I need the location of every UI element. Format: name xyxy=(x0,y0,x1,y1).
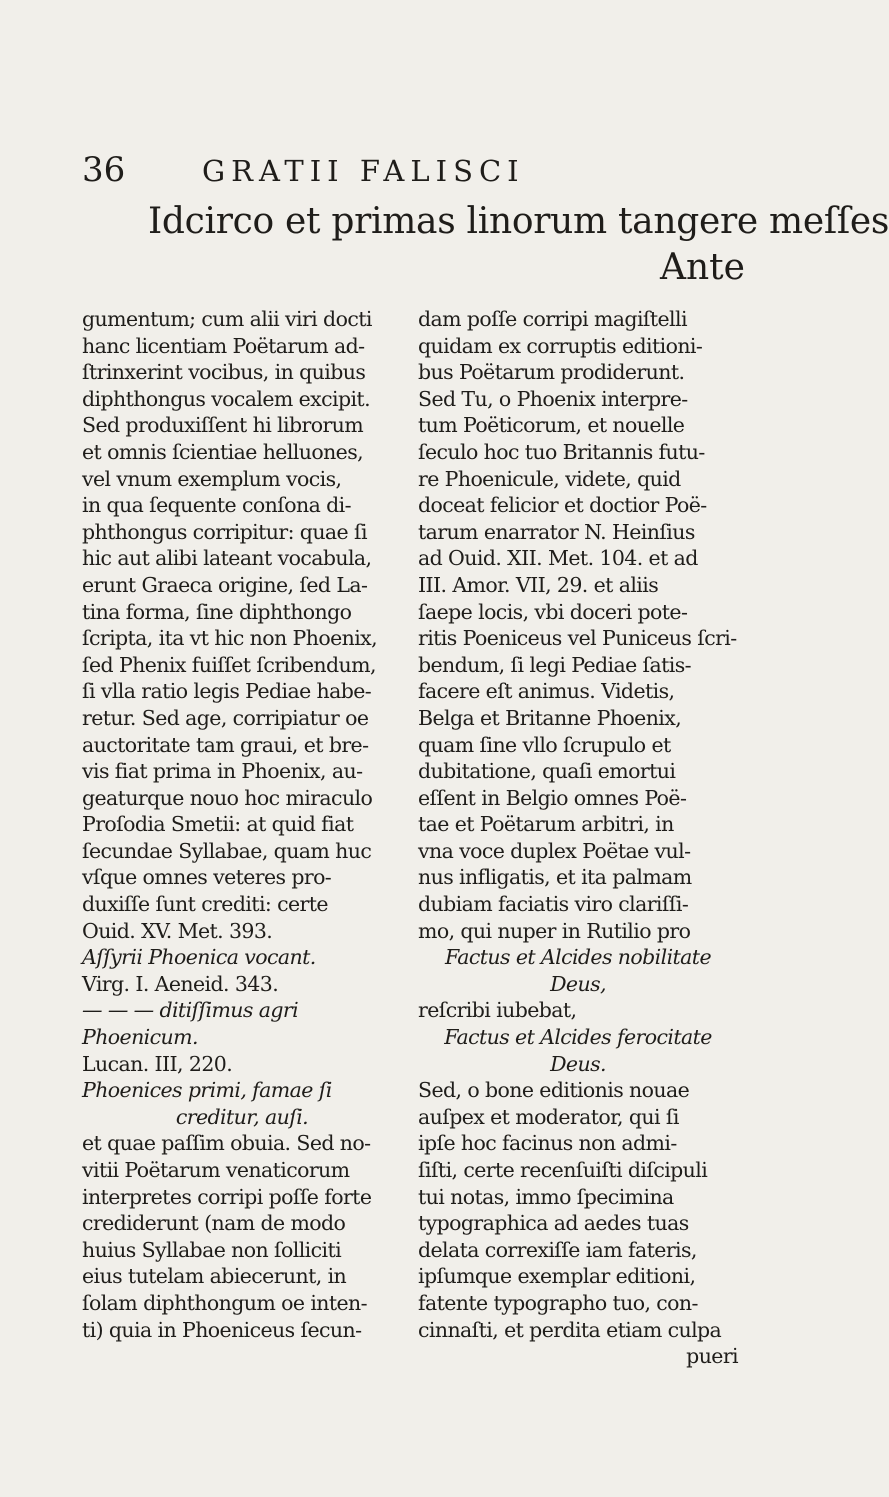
commentary-line: delata correxiſſe iam fateris, xyxy=(418,1237,697,1262)
commentary-line: dam poſſe corripi magiſtelli xyxy=(418,307,687,331)
commentary-line: bus Poëtarum prodiderunt. xyxy=(418,360,685,385)
commentary-line: Proſodia Smetii: at quid fiat xyxy=(82,812,354,837)
commentary-line: re Phoenicule, videte, quid xyxy=(418,466,681,491)
commentary-line: quidam ex corruptis editioni- xyxy=(418,333,703,358)
commentary-line: geaturque nouo hoc miraculo xyxy=(82,785,373,810)
quotation-line: Phoenicum. xyxy=(82,1025,198,1050)
commentary-line: ſaepe locis, vbi doceri pote- xyxy=(418,599,688,624)
commentary-line: Sed Tu, o Phoenix interpre- xyxy=(418,386,688,411)
commentary-line: Sed, o bone editionis nouae xyxy=(418,1078,690,1103)
commentary-line: ſolam diphthongum oe inten- xyxy=(82,1290,367,1315)
commentary-line: ipſumque exemplar editioni, xyxy=(418,1264,696,1289)
quotation-line: Phoenices primi, famae ſi xyxy=(82,1078,332,1103)
commentary-line: ſeculo hoc tuo Britannis futu- xyxy=(418,439,705,464)
commentary-line: Belga et Britanne Phoenix, xyxy=(418,705,682,730)
quotation-line: Aſſyrii Phoenica vocant. xyxy=(82,945,316,970)
commentary-left-column xyxy=(82,306,402,1343)
quotation-line: creditur, auſi. xyxy=(175,1104,309,1129)
commentary-line: eſſent in Belgio omnes Poë- xyxy=(418,785,687,810)
commentary-line: dubiam faciatis viro clariſſi- xyxy=(418,892,689,917)
commentary-line: dubitatione, quaſi emortui xyxy=(418,759,676,784)
citation-line: Ouid. XV. Met. 393. xyxy=(82,918,273,943)
commentary-line: bendum, ſi legi Pediae ſatis- xyxy=(418,652,692,677)
commentary-line: phthongus corripitur: quae ſi xyxy=(82,519,367,544)
commentary-line: ſed Phenix fuiſſet ſcribendum, xyxy=(82,652,376,677)
citation-line: Lucan. III, 220. xyxy=(82,1051,233,1076)
commentary-line: ſiſti, certe recenſuiſti diſcipuli xyxy=(418,1158,708,1182)
commentary-line: ſecundae Syllabae, quam huc xyxy=(82,838,372,863)
commentary-line: typographica ad aedes tuas xyxy=(418,1211,689,1236)
commentary-line: vel vnum exemplum vocis, xyxy=(82,466,342,491)
commentary-line: et quae paſſim obuia. Sed no- xyxy=(82,1131,371,1156)
commentary-line: duxiſſe ſunt crediti: certe xyxy=(82,892,328,917)
commentary-line: reſcribi iubebat, xyxy=(418,998,577,1023)
commentary-line: auſpex et moderator, qui ſi xyxy=(418,1104,679,1129)
quotation-line: Deus, xyxy=(550,971,606,996)
commentary-line: hic aut alibi lateant vocabula, xyxy=(82,546,372,571)
commentary-line: ipſe hoc facinus non admi- xyxy=(418,1131,677,1156)
commentary-line: tarum enarrator N. Heinſius xyxy=(418,519,695,544)
commentary-line: ſtrinxerint vocibus, in quibus xyxy=(82,360,366,385)
commentary-line: tina forma, ſine diphthongo xyxy=(82,599,352,624)
quotation-line: Deus. xyxy=(550,1051,606,1076)
commentary-line: fatente typographo tuo, con- xyxy=(418,1290,698,1315)
commentary-line: mo, qui nuper in Rutilio pro xyxy=(418,918,691,943)
commentary-line: ſcripta, ita vt hic non Phoenix, xyxy=(82,626,378,651)
page-catchword: pueri xyxy=(686,1344,738,1369)
commentary-line: tae et Poëtarum arbitri, in xyxy=(418,812,674,837)
commentary-line: vſque omnes veteres pro- xyxy=(82,865,332,890)
commentary-line: hanc licentiam Poëtarum ad- xyxy=(82,333,365,358)
commentary-line: huius Syllabae non ſolliciti xyxy=(82,1237,342,1262)
quotation-line: Factus et Alcides ferocitate xyxy=(444,1025,712,1050)
commentary-line: quam ſine vllo ſcrupulo et xyxy=(418,732,671,757)
quotation-line: Factus et Alcides nobilitate xyxy=(445,945,711,970)
commentary-line: ad Ouid. XII. Met. 104. et ad xyxy=(418,546,698,571)
commentary-line: erunt Graeca origine, ſed La- xyxy=(82,572,368,597)
commentary-line: facere eſt animus. Videtis, xyxy=(418,679,675,704)
commentary-line: eius tutelam abiecerunt, in xyxy=(82,1264,347,1289)
commentary-line: et omnis ſcientiae helluones, xyxy=(82,439,364,464)
commentary-line: interpretes corripi poſſe forte xyxy=(82,1184,372,1209)
commentary-line: cinnaſti, et perdita etiam culpa xyxy=(418,1317,722,1342)
commentary-line: ritis Poeniceus vel Puniceus ſcri- xyxy=(418,626,737,651)
quotation-line: — — — ditiſſimus agri xyxy=(82,998,299,1023)
commentary-line: vna voce duplex Poëtae vul- xyxy=(418,838,691,863)
commentary-line: ti) quia in Phoeniceus ſecun- xyxy=(82,1317,362,1342)
poem-verse-line: Idcirco et primas linorum tangere meſſes xyxy=(148,201,889,242)
commentary-line: crediderunt (nam de modo xyxy=(82,1211,346,1236)
commentary-line: diphthongus vocalem excipit. xyxy=(82,386,370,411)
commentary-line: doceat felicior et doctior Poë- xyxy=(418,493,707,518)
verse-catchword: Ante xyxy=(660,247,745,288)
commentary-line: III. Amor. VII, 29. et aliis xyxy=(418,572,659,597)
commentary-line: retur. Sed age, corripiatur oe xyxy=(82,705,369,730)
page-header xyxy=(82,150,732,190)
commentary-line: tum Poëticorum, et nouelle xyxy=(418,413,685,438)
commentary-line: auctoritate tam graui, et bre- xyxy=(82,732,369,757)
commentary-line: Sed produxiſſent hi librorum xyxy=(82,413,364,438)
commentary-line: tui notas, immo ſpecimina xyxy=(418,1184,674,1209)
commentary-right-column xyxy=(418,306,738,1370)
commentary-line: vitii Poëtarum venaticorum xyxy=(82,1158,350,1182)
page-number: 36 xyxy=(82,150,126,190)
commentary-line: nus infligatis, et ita palmam xyxy=(418,865,692,890)
commentary-line: in qua ſequente conſona di- xyxy=(82,493,351,518)
commentary-line: ſi vlla ratio legis Pediae habe- xyxy=(82,679,372,704)
running-title: GRATII FALISCI xyxy=(202,154,525,188)
commentary-line: vis fiat prima in Phoenix, au- xyxy=(82,759,363,784)
citation-line: Virg. I. Aeneid. 343. xyxy=(82,971,279,996)
commentary-line: gumentum; cum alii viri docti xyxy=(82,307,372,331)
